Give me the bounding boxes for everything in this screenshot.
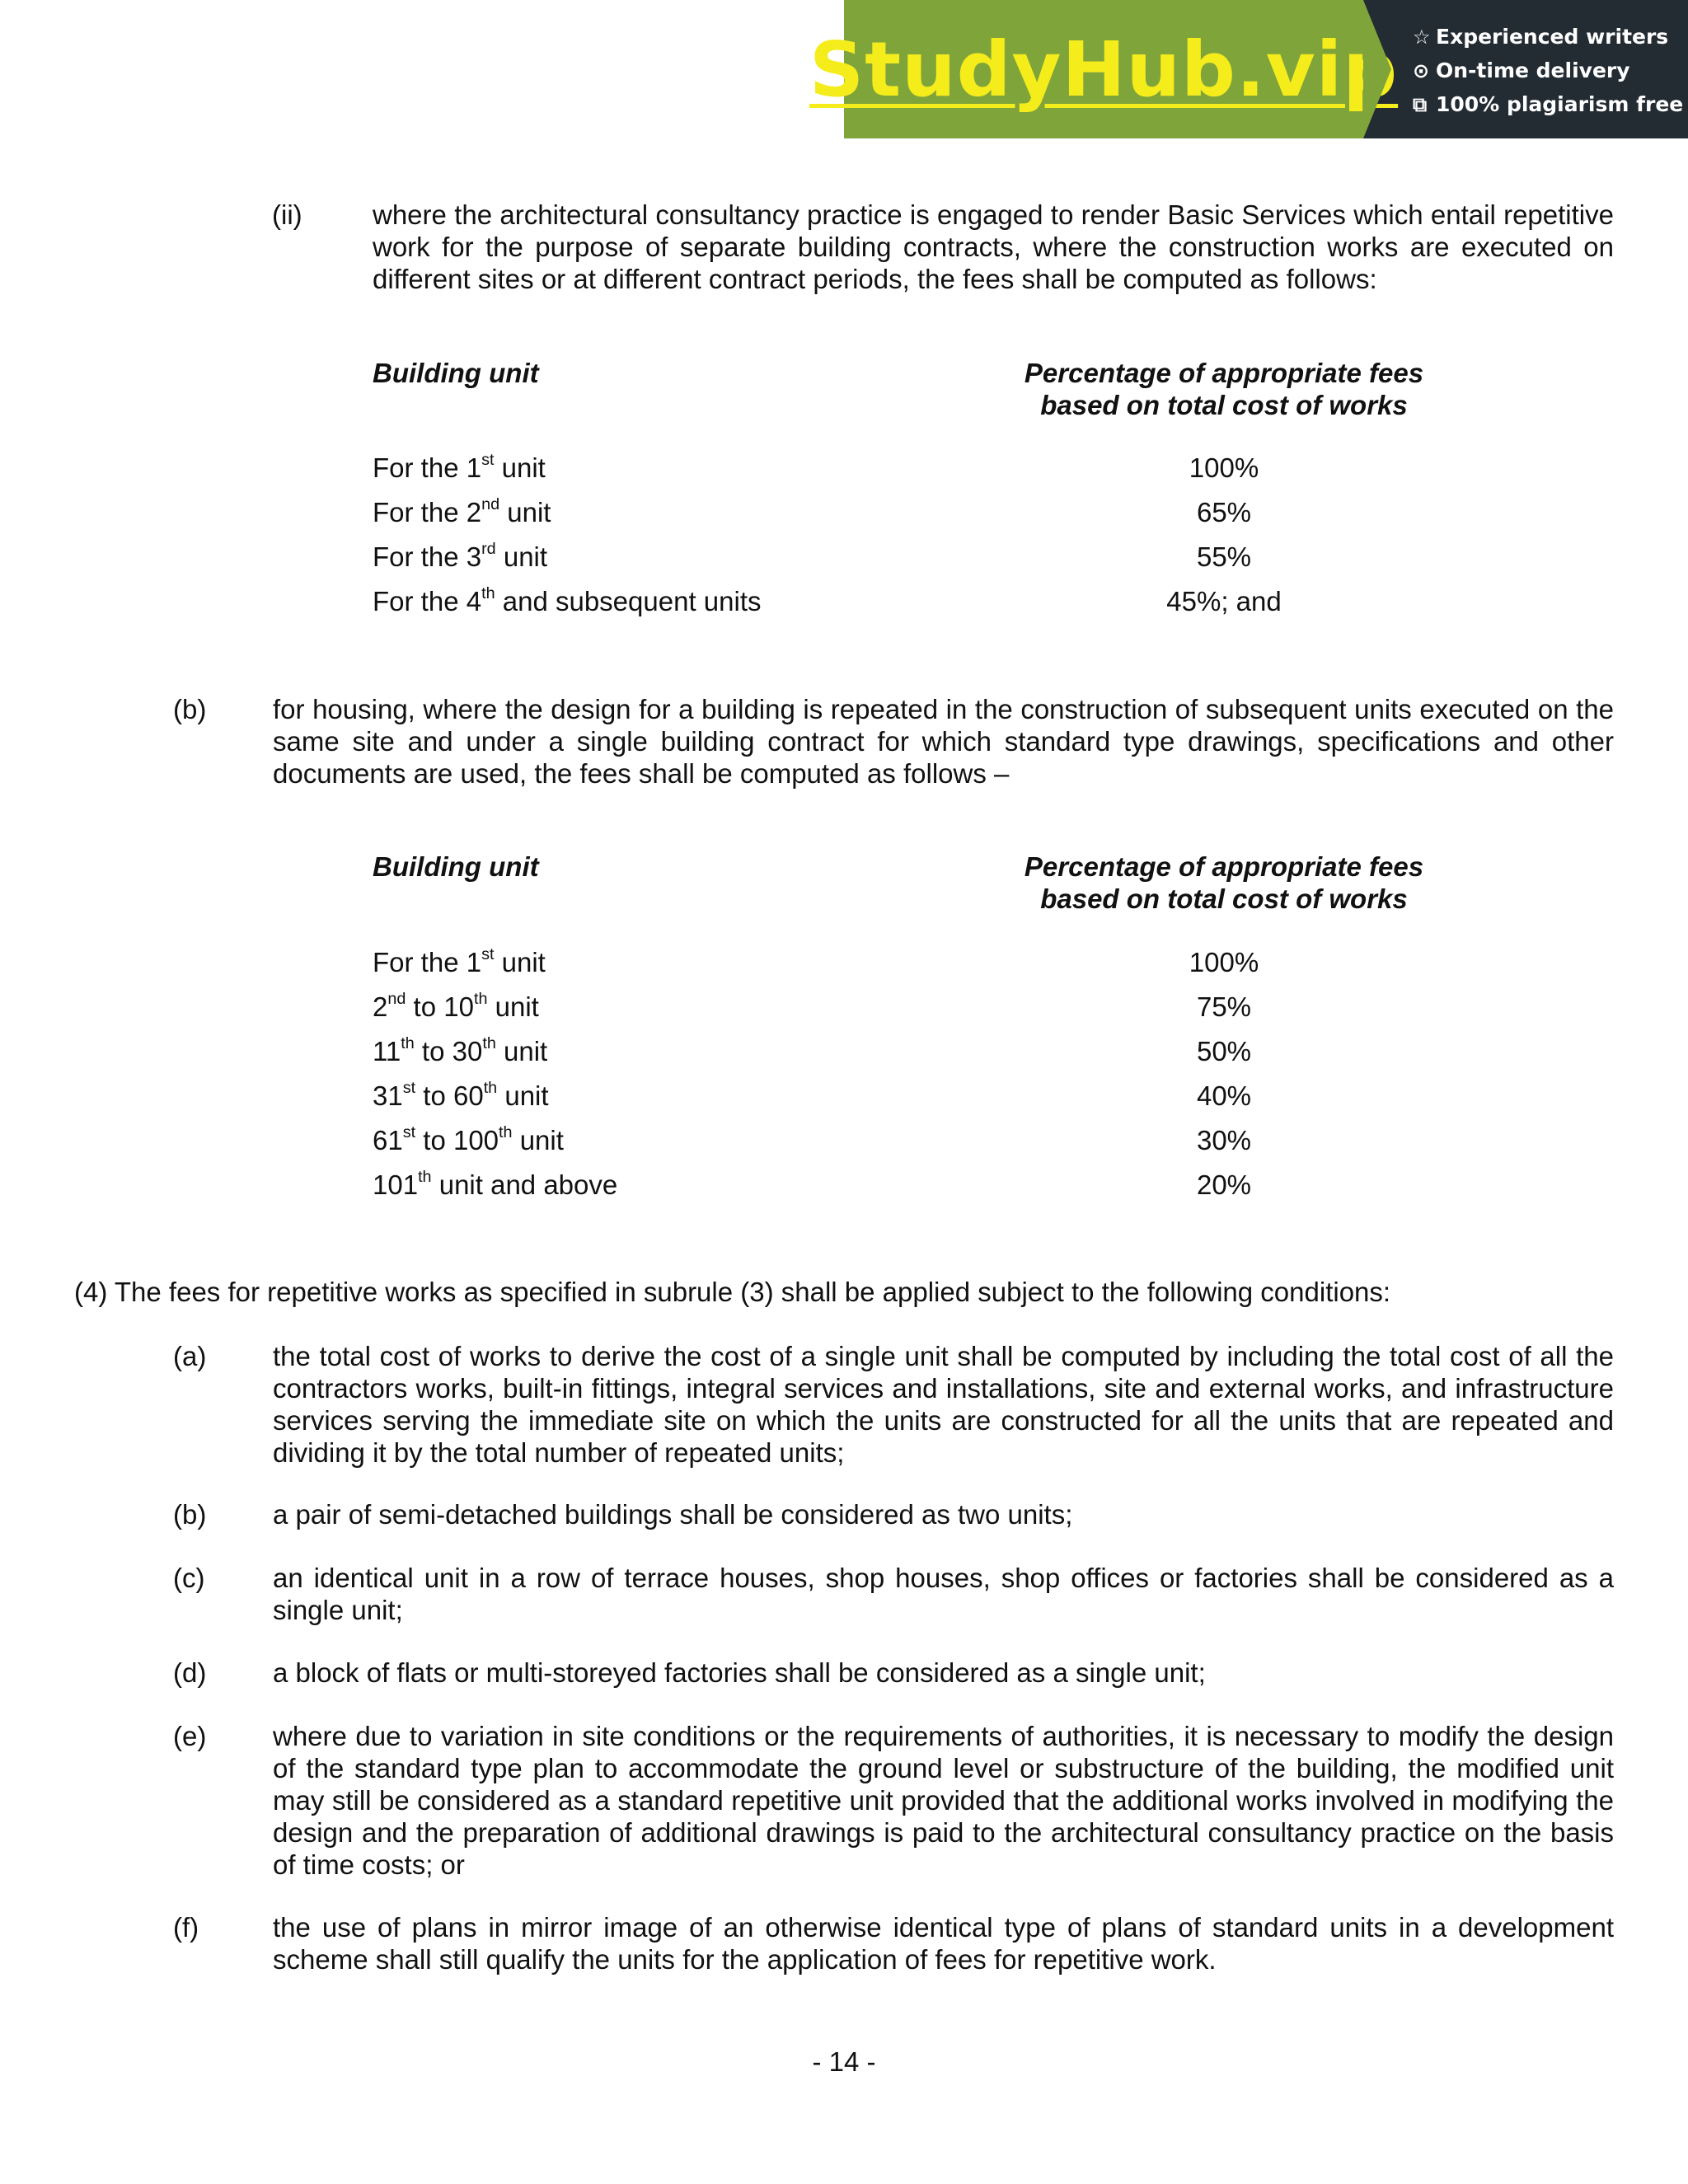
feature-item: [1413, 54, 1688, 87]
ordinal-suffix: st: [402, 1123, 416, 1142]
ordinal-suffix: th: [483, 1079, 498, 1098]
ordinal-suffix: th: [499, 1123, 513, 1142]
feature-list: [1363, 0, 1688, 138]
feature-item: [1413, 20, 1688, 54]
unit-text: unit: [487, 991, 539, 1022]
unit-text: unit and above: [431, 1169, 618, 1200]
unit-text: unit: [512, 1125, 564, 1155]
condition-b: a pair of semi-detached buildings shall be considered as two units;: [273, 1499, 1073, 1530]
ordinal-suffix: th: [481, 584, 495, 603]
condition-c: an identical unit in a row of terrace houses, shop houses, shop offices or factories shall be considered as a single unit;: [273, 1563, 1614, 1625]
item-label-f: (f): [173, 1912, 199, 1943]
unit-text: to 30: [414, 1036, 483, 1066]
condition-d: a block of flats or multi-storeyed factories shall be considered as a single unit;: [273, 1657, 1206, 1688]
paragraph-4: (4) The fees for repetitive works as specified in subrule (3) shall be applied subject to the following conditions:: [74, 1277, 1391, 1307]
item-label-b: (b): [173, 1499, 207, 1530]
item-label-c: (c): [173, 1563, 205, 1593]
condition-f: the use of plans in mirror image of an otherwise identical type of plans of standard units in a development scheme shall still qualify the units for the application of fees for repetitive work.: [273, 1912, 1614, 1975]
table-row-value: 55%: [1196, 541, 1252, 572]
unit-text: For the 1: [373, 452, 482, 483]
header-line: Percentage of appropriate fees: [1024, 851, 1424, 882]
condition-a: the total cost of works to derive the cost of a single unit shall be computed by including the total cost of all the contractors works, built-in fittings, integral services and installations, site and external works, and infrastructure services serving the immediate site on which the units are constructed for all the units that are repeated and dividing it by the total number of repeated units;: [273, 1341, 1614, 1468]
table-row-value: 100%: [1189, 452, 1259, 483]
item-label-e: (e): [173, 1721, 207, 1751]
table-row-value: 45%; and: [1166, 586, 1282, 616]
ordinal-suffix: st: [481, 945, 495, 964]
ordinal-suffix: th: [473, 990, 488, 1009]
unit-text: unit: [499, 497, 551, 527]
unit-text: unit: [497, 1080, 549, 1111]
unit-text: unit: [495, 541, 548, 572]
unit-text: For the 3: [373, 541, 482, 572]
ordinal-suffix: th: [418, 1168, 432, 1187]
ordinal-suffix: nd: [387, 990, 406, 1009]
header-line: based on total cost of works: [1040, 883, 1408, 914]
condition-e: where due to variation in site conditions or the requirements of authorities, it is necessary to modify the design of the standard type plan to accommodate the ground level or substructure of the building, the modified unit may still be considered as a standard repetitive unit provided that the additional works involved in modifying the design and the preparation of additional drawings is paid to the architectural consultancy practice on the basis of time costs; or: [273, 1721, 1614, 1880]
logo-text: StudyHub.vip: [809, 25, 1399, 114]
star-icon: ☆: [1413, 25, 1431, 49]
table-header-percentage: [977, 357, 1471, 421]
item-label-a: (a): [173, 1341, 207, 1371]
unit-text: 2: [373, 991, 388, 1022]
unit-text: 31: [373, 1080, 403, 1111]
paragraph-b: for housing, where the design for a building is repeated in the construction of subsequent units executed on the same site and under a single building contract for which standard type drawings, specifications and other documents are used, the fees shall be computed as follows –: [273, 694, 1614, 789]
unit-text: For the 2: [373, 497, 482, 527]
feature-label: Experienced writers: [1436, 25, 1669, 49]
unit-text: unit: [495, 1036, 548, 1066]
clock-icon: ⊙: [1413, 59, 1430, 82]
ordinal-suffix: th: [401, 1034, 415, 1053]
table-row-unit: [373, 991, 539, 1023]
table-row-unit: [373, 496, 551, 528]
table-row-unit: [373, 541, 547, 573]
unit-text: For the 4: [373, 586, 482, 616]
unit-text: to 60: [415, 1080, 484, 1111]
ordinal-suffix: rd: [481, 540, 496, 559]
feature-label: 100% plagiarism free: [1436, 92, 1684, 116]
table-row-value: 65%: [1196, 497, 1252, 527]
unit-text: For the 1: [373, 947, 482, 977]
table-row-unit: [373, 1080, 549, 1112]
unit-text: to 10: [406, 991, 474, 1022]
table-row-unit: [373, 452, 546, 484]
table-header-building-unit: Building unit: [373, 358, 539, 388]
header-line: Percentage of appropriate fees: [1024, 358, 1424, 388]
unit-text: 61: [373, 1125, 403, 1155]
table-row-value: 40%: [1196, 1080, 1252, 1111]
unit-text: unit: [494, 452, 546, 483]
feature-item: [1413, 87, 1688, 121]
unit-text: and subsequent units: [495, 586, 762, 616]
table-row-unit: [373, 1124, 564, 1156]
studyhub-logo[interactable]: [809, 0, 1399, 138]
table-row-unit: [373, 1169, 617, 1201]
table-row-unit: [373, 1035, 547, 1067]
table-row-value: 30%: [1196, 1125, 1252, 1155]
table-row-value: 100%: [1189, 947, 1259, 977]
unit-text: unit: [494, 947, 546, 977]
banner-arrow-shape: [1363, 0, 1391, 138]
ordinal-suffix: nd: [481, 495, 500, 514]
table-header-building-unit: Building unit: [373, 851, 539, 882]
table-row-value: 75%: [1196, 991, 1252, 1022]
unit-text: 11: [373, 1036, 401, 1066]
ordinal-suffix: st: [402, 1079, 416, 1098]
copy-icon: ⧉: [1413, 92, 1428, 116]
studyhub-banner[interactable]: [809, 0, 1688, 138]
page-number: - 14 -: [812, 2046, 876, 2077]
item-label-b: (b): [173, 694, 207, 724]
ordinal-suffix: st: [481, 451, 495, 470]
table-row-unit: [373, 585, 762, 617]
table-row-unit: [373, 946, 546, 978]
item-label-ii: (ii): [272, 199, 302, 230]
ordinal-suffix: th: [482, 1034, 496, 1053]
feature-label: On-time delivery: [1436, 59, 1630, 82]
unit-text: 101: [373, 1169, 419, 1200]
paragraph-ii: where the architectural consultancy practice is engaged to render Basic Services which entail repetitive work for the purpose of separate building contracts, where the construction works are executed on different sites or at different contract periods, the fees shall be computed as follows:: [373, 199, 1614, 294]
table-header-percentage: [977, 851, 1471, 915]
table-row-value: 20%: [1196, 1169, 1252, 1200]
table-row-value: 50%: [1196, 1036, 1252, 1066]
item-label-d: (d): [173, 1657, 207, 1688]
header-line: based on total cost of works: [1040, 390, 1408, 420]
unit-text: to 100: [415, 1125, 499, 1155]
